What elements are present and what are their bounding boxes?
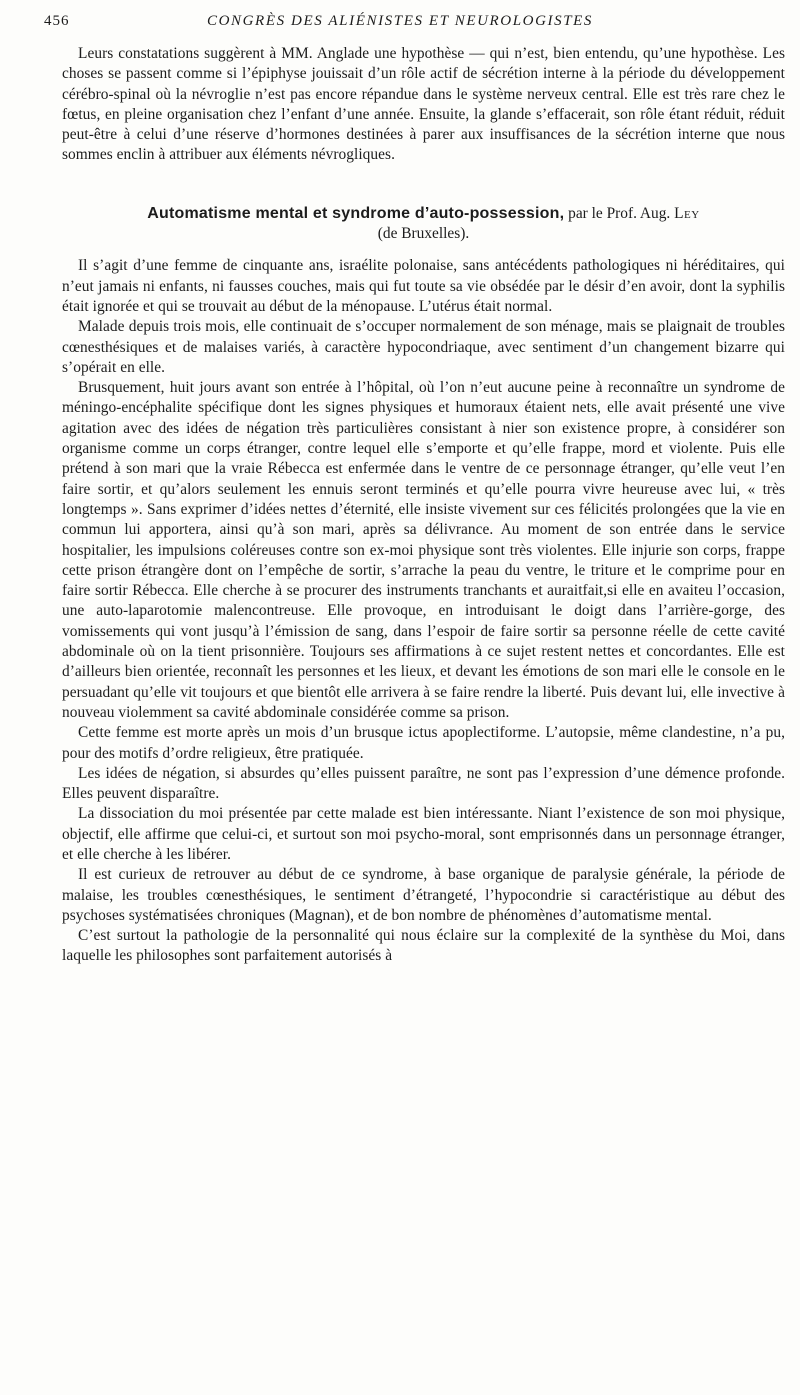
page-number: 456	[44, 13, 70, 29]
body-paragraph-8: C’est surtout la pathologie de la personnalité qui nous éclaire sur la complexité de la synthèse du Moi, dans laquelle les philosophes sont parfaitement autorisés à	[62, 927, 785, 965]
article-heading	[62, 204, 785, 245]
article-byline: par le Prof. Aug.	[568, 204, 671, 222]
running-title: CONGRÈS DES ALIÉNISTES ET NEUROLOGISTES	[206, 13, 594, 29]
body-paragraph-6: La dissociation du moi présentée par cette malade est bien intéressante. Niant l’existence de son moi physique, objectif, elle affirme que celui-ci, et surtout son moi psycho-moral, sont emprisonnés dans un personnage étranger, et elle cherche à les libérer.	[62, 805, 785, 863]
article-affiliation: (de Bruxelles).	[377, 225, 470, 243]
body-paragraph-7: Il est curieux de retrouver au début de ce syndrome, à base organique de paralysie générale, la période de malaise, les troubles cœnesthésiques, le sentiment d’étrangeté, l’hypocondrie si caractéristique au début des psychoses systématisées chroniques (Magnan), et de bon nombre de phénomènes d’automatisme mental.	[62, 866, 785, 924]
body-paragraph-3: Brusquement, huit jours avant son entrée à l’hôpital, où l’on n’eut aucune peine à reconnaître un syndrome de méningo-encéphalite spécifique dont les signes physiques et humoraux étaient nets, elle avait présenté une vive agitation avec des idées de négation très particulières consistant à nier son existence propre, à considérer son organisme comme un corps étranger, contre lequel elle s’emporte et qu’elle frappe, mord et violente. Puis elle prétend à son mari que la vraie Rébecca est enfermée dans le ventre de ce personnage étranger, qu’elle veut l’en faire sortir, et qu’alors seulement les ennuis seront terminés et qu’elle pourra vivre heureuse avec lui, « très longtemps ». Sans exprimer d’idées nettes d’éternité, elle insiste vivement sur ces félicités prolongées que la vie en commun lui apportera, ainsi qu’à son mari, après sa délivrance. Au moment de son entrée dans le service hospitalier, les impulsions coléreuses contre son ex-moi physique sont très violentes. Elle injurie son corps, frappe cette prison étrangère dont on l’empêche de sortir, s’arrache la peau du ventre, le triture et le comprime pour en faire sortir Rébecca. Elle cherche à se procurer des instruments tranchants et auraitfait,si elle en avaiteu l’occasion, une auto-laparotomie malencontreuse. Elle provoque, en introduisant le doigt dans l’arrière-gorge, des vomissements qui vont jusqu’à l’émission de sang, dans l’espoir de faire sortir sa personne réelle de cette cavité abdominale où on la tient prisonnière. Toujours ses affirmations à ce sujet restent nettes et concordantes. Elle est d’ailleurs bien orientée, reconnaît les personnes et les lieux, et devant les émotions de son mari elle le console en le persuadant qu’elle vit toujours et que bientôt elle arrivera à se faire rendre la liberté. Puis devant lui, elle invective à nouveau violemment sa cavité abdominale considérée comme sa prison.	[62, 379, 785, 721]
running-head	[44, 10, 756, 36]
intro-paragraph: Leurs constatations suggèrent à MM. Anglade une hypothèse — qui n’est, bien entendu, qu’une hypothèse. Les choses se passent comme si l’épiphyse jouissait d’un rôle actif de sécrétion interne à la période du développement cérébro-spinal où la névroglie n’est pas encore répandue dans le système nerveux central. Elle est très rare chez le fœtus, en pleine organisation chez l’enfant d’une année. Ensuite, la glande s’effacerait, son rôle étant réduit, réduit peut-être à celui d’une réserve d’hormones destinées à parer aux insuffisances de la sécrétion interne que nous sommes enclin à attribuer aux éléments névrogliques.	[62, 45, 785, 164]
body-paragraph-4: Cette femme est morte après un mois d’un brusque ictus apoplectiforme. L’autopsie, même clandestine, n’a pu, pour des motifs d’ordre religieux, être pratiquée.	[62, 724, 785, 762]
text-block	[62, 44, 785, 967]
body-paragraph-2: Malade depuis trois mois, elle continuait de s’occuper normalement de son ménage, mais se plaignait de troubles cœnesthésiques et de malaises variés, à caractère hypocondriaque, avec sentiment d’un changement bizarre qui s’opérait en elle.	[62, 318, 785, 376]
body-paragraph-5: Les idées de négation, si absurdes qu’elles puissent paraître, ne sont pas l’expression d’une démence profonde. Elles peuvent disparaître.	[62, 764, 785, 803]
article-author: Ley	[674, 204, 700, 222]
article-title: Automatisme mental et syndrome d’auto-possession,	[147, 204, 565, 222]
body-paragraph-1: Il s’agit d’une femme de cinquante ans, israélite polonaise, sans antécédents pathologiques ni héréditaires, qui n’eut jamais ni enfants, ni fausses couches, mais qui fut toute sa vie obsédée par le désir d’en avoir, dont la syphilis était ignorée et qui se trouvait au début de la ménopause. L’utérus était normal.	[62, 257, 785, 315]
